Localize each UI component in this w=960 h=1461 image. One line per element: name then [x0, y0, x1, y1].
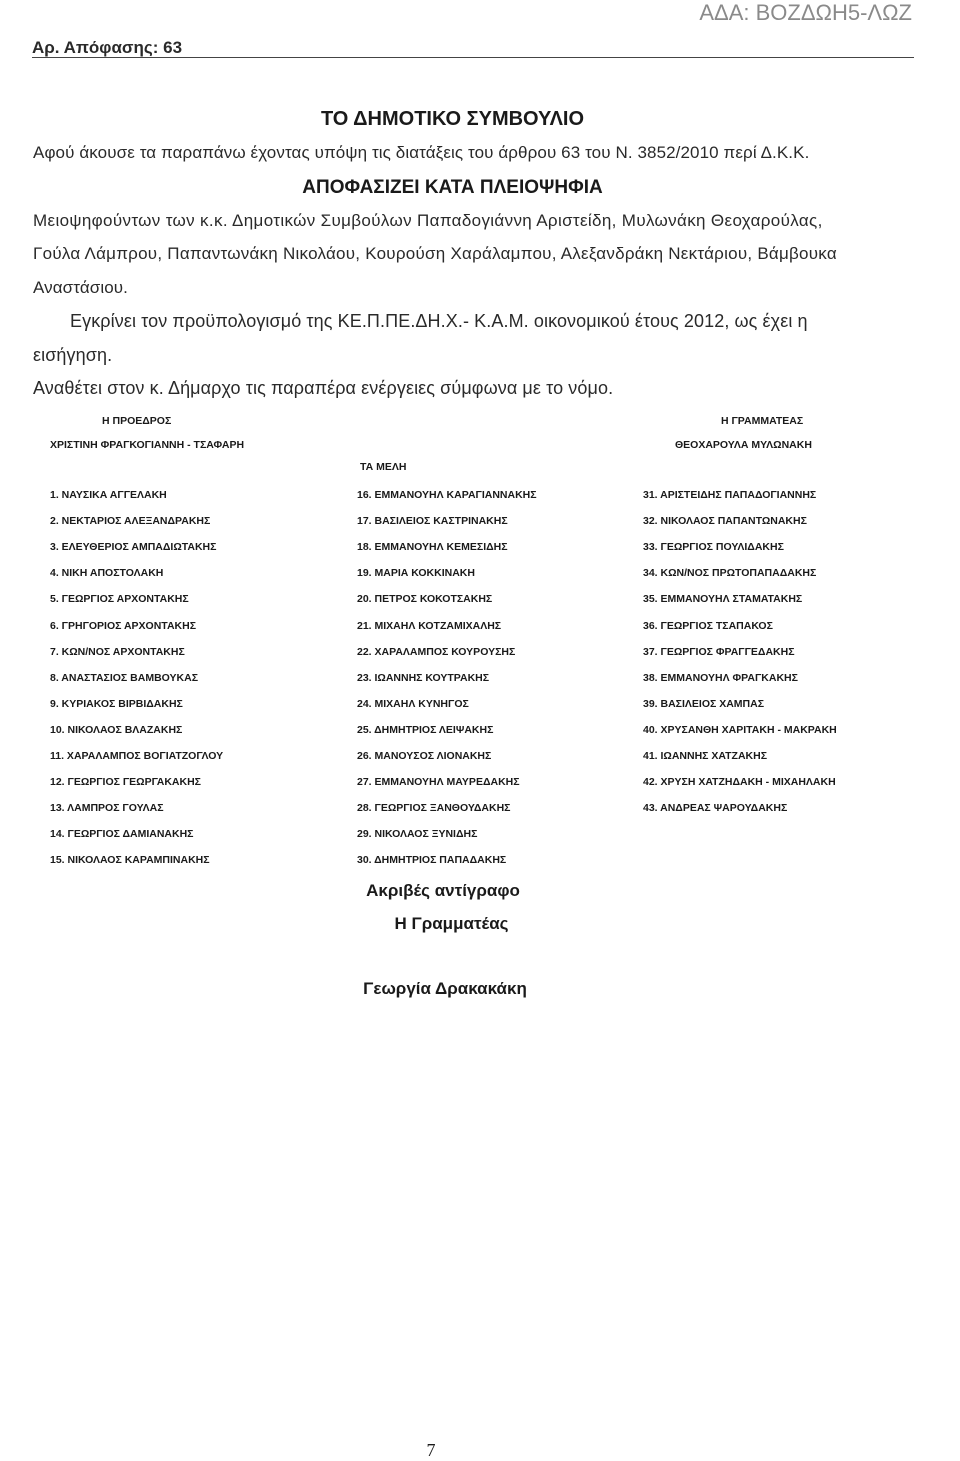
minority-line-3: Αναστάσιου.	[33, 278, 128, 297]
member-name: 17. ΒΑΣΙΛΕΙΟΣ ΚΑΣΤΡΙΝΑΚΗΣ	[357, 515, 508, 527]
member-name: 28. ΓΕΩΡΓΙΟΣ ΞΑΝΘΟΥΔΑΚΗΣ	[357, 802, 511, 814]
member-name: 18. ΕΜΜΑΝΟΥΗΛ ΚΕΜΕΣΙΔΗΣ	[357, 541, 508, 553]
council-title: ΤΟ ΔΗΜΟΤΙΚΟ ΣΥΜΒΟΥΛΙΟ	[320, 108, 585, 130]
member-name: 11. ΧΑΡΑΛΑΜΠΟΣ ΒΟΓΙΑΤΖΟΓΛΟΥ	[50, 750, 224, 762]
member-name: 42. ΧΡΥΣΗ ΧΑΤΖΗΔΑΚΗ - ΜΙΧΑΗΛΑΚΗ	[643, 776, 836, 788]
member-name: 39. ΒΑΣΙΛΕΙΟΣ ΧΑΜΠΑΣ	[643, 698, 765, 710]
member-name: 8. ΑΝΑΣΤΑΣΙΟΣ ΒΑΜΒΟΥΚΑΣ	[50, 672, 198, 684]
member-name: 30. ΔΗΜΗΤΡΙΟΣ ΠΑΠΑΔΑΚΗΣ	[357, 854, 507, 866]
certifying-secretary-title: Η Γραμματέας	[394, 914, 509, 933]
member-name: 15. ΝΙΚΟΛΑΟΣ ΚΑΡΑΜΠΙΝΑΚΗΣ	[50, 854, 210, 866]
member-name: 41. ΙΩΑΝΝΗΣ ΧΑΤΖΑΚΗΣ	[643, 750, 767, 762]
member-name: 32. ΝΙΚΟΛΑΟΣ ΠΑΠΑΝΤΩΝΑΚΗΣ	[643, 515, 807, 527]
member-name: 29. ΝΙΚΟΛΑΟΣ ΞΥΝΙΔΗΣ	[357, 828, 478, 840]
member-name: 37. ΓΕΩΡΓΙΟΣ ΦΡΑΓΓΕΔΑΚΗΣ	[643, 646, 795, 658]
member-name: 36. ΓΕΩΡΓΙΟΣ ΤΣΑΠΑΚΟΣ	[643, 620, 773, 632]
member-name: 16. ΕΜΜΑΝΟΥΗΛ ΚΑΡΑΓΙΑΝΝΑΚΗΣ	[357, 489, 537, 501]
member-name: 34. ΚΩΝ/ΝΟΣ ΠΡΩΤΟΠΑΠΑΔΑΚΗΣ	[643, 567, 817, 579]
header-divider	[32, 57, 914, 58]
secretary-name: ΘΕΟΧΑΡΟΥΛΑ ΜΥΛΩΝΑΚΗ	[675, 439, 812, 451]
page-number: 7	[426, 1440, 436, 1460]
member-name: 27. ΕΜΜΑΝΟΥΗΛ ΜΑΥΡΕΔΑΚΗΣ	[357, 776, 520, 788]
approval-line-1: Εγκρίνει τον προϋπολογισμό της ΚΕ.Π.ΠΕ.ΔΗ.Χ.- Κ.Α.Μ. οικονομικού έτους 2012, ως έχει η	[70, 311, 808, 331]
member-name: 19. ΜΑΡΙΑ ΚΟΚΚΙΝΑΚΗ	[357, 567, 475, 579]
member-name: 6. ΓΡΗΓΟΡΙΟΣ ΑΡΧΟΝΤΑΚΗΣ	[50, 620, 196, 632]
member-name: 26. ΜΑΝΟΥΣΟΣ ΛΙΟΝΑΚΗΣ	[357, 750, 492, 762]
secretary-role: Η ΓΡΑΜΜΑΤΕΑΣ	[721, 415, 804, 427]
certifying-secretary-name: Γεωργία Δρακακάκη	[363, 979, 527, 998]
minority-line-1: Μειοψηφούντων των κ.κ. Δημοτικών Συμβούλων Παπαδογιάννη Αριστείδη, Μυλωνάκη Θεοχαρούλας,	[33, 211, 823, 230]
member-name: 23. ΙΩΑΝΝΗΣ ΚΟΥΤΡΑΚΗΣ	[357, 672, 490, 684]
member-name: 14. ΓΕΩΡΓΙΟΣ ΔΑΜΙΑΝΑΚΗΣ	[50, 828, 194, 840]
member-name: 20. ΠΕΤΡΟΣ ΚΟΚΟΤΣΑΚΗΣ	[357, 593, 493, 605]
minority-line-2: Γούλα Λάμπρου, Παπαντωνάκη Νικολάου, Κουρούση Χαράλαμπου, Αλεξανδράκη Νεκτάριου, Βάμβουκα	[33, 244, 837, 263]
member-name: 35. ΕΜΜΑΝΟΥΗΛ ΣΤΑΜΑΤΑΚΗΣ	[643, 593, 803, 605]
member-name: 12. ΓΕΩΡΓΙΟΣ ΓΕΩΡΓΑΚΑΚΗΣ	[50, 776, 201, 788]
member-name: 24. ΜΙΧΑΗΛ ΚΥΝΗΓΟΣ	[357, 698, 469, 710]
member-name: 4. ΝΙΚΗ ΑΠΟΣΤΟΛΑΚΗ	[50, 567, 164, 579]
considering-paragraph: Αφού άκουσε τα παραπάνω έχοντας υπόψη τις διατάξεις του άρθρου 63 του Ν. 3852/2010 περί Δ.Κ.Κ.	[33, 143, 810, 162]
member-name: 10. ΝΙΚΟΛΑΟΣ ΒΛΑΖΑΚΗΣ	[50, 724, 183, 736]
member-name: 21. ΜΙΧΑΗΛ ΚΟΤΖΑΜΙΧΑΛΗΣ	[357, 620, 502, 632]
true-copy-label: Ακριβές αντίγραφο	[366, 881, 520, 900]
member-name: 9. ΚΥΡΙΑΚΟΣ ΒΙΡΒΙΔΑΚΗΣ	[50, 698, 183, 710]
president-role: Η ΠΡΟΕΔΡΟΣ	[102, 415, 172, 427]
ada-code: ΑΔΑ: ΒΟΖΔΩΗ5-ΛΩΖ	[699, 0, 912, 25]
member-name: 5. ΓΕΩΡΓΙΟΣ ΑΡΧΟΝΤΑΚΗΣ	[50, 593, 189, 605]
member-name: 7. ΚΩΝ/ΝΟΣ ΑΡΧΟΝΤΑΚΗΣ	[50, 646, 185, 658]
president-name: ΧΡΙΣΤΙΝΗ ΦΡΑΓΚΟΓΙΑΝΝΗ - ΤΣΑΦΑΡΗ	[50, 439, 245, 451]
member-name: 31. ΑΡΙΣΤΕΙΔΗΣ ΠΑΠΑΔΟΓΙΑΝΝΗΣ	[643, 489, 817, 501]
member-name: 33. ΓΕΩΡΓΙΟΣ ΠΟΥΛΙΔΑΚΗΣ	[643, 541, 784, 553]
decides-heading: ΑΠΟΦΑΣΙΖΕΙ ΚΑΤΑ ΠΛΕΙΟΨΗΦΙΑ	[302, 177, 603, 198]
member-name: 43. ΑΝΔΡΕΑΣ ΨΑΡΟΥΔΑΚΗΣ	[643, 802, 788, 814]
member-name: 22. ΧΑΡΑΛΑΜΠΟΣ ΚΟΥΡΟΥΣΗΣ	[357, 646, 516, 658]
member-name: 1. ΝΑΥΣΙΚΑ ΑΓΓΕΛΑΚΗ	[50, 489, 167, 501]
members-title: ΤΑ ΜΕΛΗ	[360, 461, 407, 473]
decision-number: Αρ. Απόφασης: 63	[32, 38, 183, 57]
member-name: 38. ΕΜΜΑΝΟΥΗΛ ΦΡΑΓΚΑΚΗΣ	[643, 672, 798, 684]
member-name: 2. ΝΕΚΤΑΡΙΟΣ ΑΛΕΞΑΝΔΡΑΚΗΣ	[50, 515, 211, 527]
assignment-line: Αναθέτει στον κ. Δήμαρχο τις παραπέρα ενέργειες σύμφωνα με το νόμο.	[33, 378, 614, 398]
member-name: 40. ΧΡΥΣΑΝΘΗ ΧΑΡΙΤΑΚΗ - ΜΑΚΡΑΚΗ	[643, 724, 837, 736]
member-name: 25. ΔΗΜΗΤΡΙΟΣ ΛΕΙΨΑΚΗΣ	[357, 724, 494, 736]
member-name: 3. ΕΛΕΥΘΕΡΙΟΣ ΑΜΠΑΔΙΩΤΑΚΗΣ	[50, 541, 217, 553]
member-name: 13. ΛΑΜΠΡΟΣ ΓΟΥΛΑΣ	[50, 802, 164, 814]
approval-line-2: εισήγηση.	[33, 345, 113, 365]
